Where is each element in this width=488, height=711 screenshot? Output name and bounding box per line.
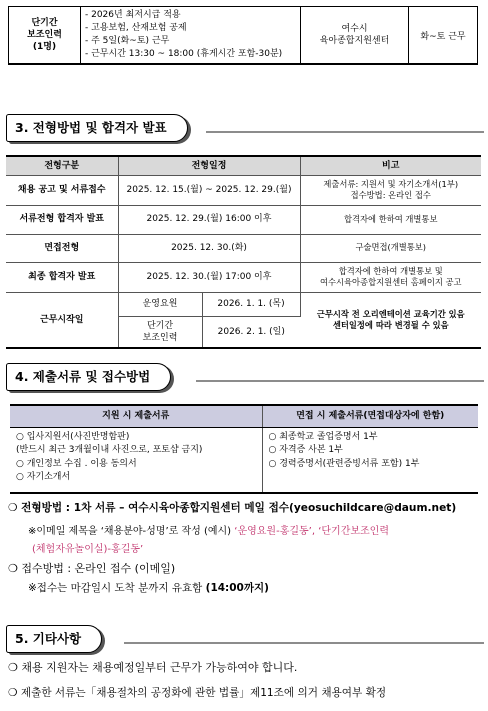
stage-cell: 서류전형 합격자 발표 <box>6 205 118 234</box>
email-example-cont: (체험자유놀이실)-홍길동’ <box>32 544 144 555</box>
schedule-row <box>6 205 481 234</box>
conditions-cell <box>81 7 301 65</box>
receipt-note-time: (14:00까지) <box>205 582 269 594</box>
col-header-note: 비고 <box>300 156 481 175</box>
note-line: 접수방법: 온라인 접수 <box>350 190 431 200</box>
note-line: 여수시육아종합지원센터 홈페이지 공고 <box>319 277 462 287</box>
start-row <box>6 292 481 316</box>
email-note <box>28 522 389 537</box>
interview-docs-cell <box>262 427 478 493</box>
section-divider <box>206 131 484 133</box>
position-header-line: (1명) <box>32 42 57 53</box>
doc-item: (반드시 최근 3개월이내 사진으로, 포토샵 금지) <box>16 445 203 455</box>
stage-cell: 채용 공고 및 서류접수 <box>6 175 118 205</box>
schedule-table <box>6 155 481 349</box>
section3-title: 3. 전형방법 및 합격자 발표 <box>6 114 188 142</box>
note-cell: 합격자에 한하여 개별통보 <box>300 205 481 234</box>
note-line: 합격자에 한하여 개별통보 및 <box>338 265 443 276</box>
section4-header <box>6 363 484 391</box>
role-cell: 운영요원 <box>118 292 202 316</box>
note-line: 센터일정에 따라 변경될 수 있음 <box>332 319 449 330</box>
start-date-cell: 2026. 1. 1. (목) <box>202 292 300 316</box>
col-header-interview-docs: 면접 시 제출서류(면접대상자에 한함) <box>262 405 478 427</box>
workdays-cell: 화~토 근무 <box>409 7 478 65</box>
start-stage-cell: 근무시작일 <box>6 292 118 348</box>
email-example: ‘운영요원-홍길동’, ‘단기간보조인력 <box>234 526 390 537</box>
col-header-stage: 전형구분 <box>6 156 118 175</box>
condition-item: - 2026년 최저시급 적용 <box>85 10 181 20</box>
email-note-prefix: ※이메일 제목을 ‘채용분야-성명’로 작성 (예시) <box>28 526 235 537</box>
documents-row <box>10 427 478 493</box>
etc-item: ❍ 채용 지원자는 채용예정일부터 근무가 가능하여야 합니다. <box>8 661 298 674</box>
condition-item: - 근무시간 13:30 ~ 18:00 (휴게시간 포함-30분) <box>85 49 283 60</box>
documents-table <box>10 404 478 494</box>
documents-header-row <box>10 405 478 427</box>
role-line: 보조인력 <box>142 332 178 343</box>
note-cell: 구술면접(개별통보) <box>300 234 481 262</box>
date-cell: 2025. 12. 30.(화) <box>118 234 300 262</box>
stage-cell: 면접전형 <box>6 234 118 262</box>
section-divider <box>124 642 484 644</box>
section5-title: 5. 기타사항 <box>6 625 102 653</box>
schedule-header-row <box>6 156 481 175</box>
doc-item: ○ 개인정보 수집 . 이용 동의서 <box>16 458 137 469</box>
condition-item: - 주 5일(화~토) 근무 <box>85 36 170 47</box>
start-note-cell <box>300 292 481 348</box>
section5-header <box>6 625 484 653</box>
note-cell <box>300 262 481 292</box>
date-cell: 2025. 12. 29.(월) 16:00 이후 <box>118 205 300 234</box>
section4-title: 4. 제출서류 및 접수방법 <box>6 363 171 391</box>
location-cell <box>301 7 409 65</box>
position-row <box>9 7 478 65</box>
note-line: 근무시작 전 오리엔테이션 교육기간 있음 <box>316 308 465 319</box>
doc-item: ○ 최종학교 졸업증명서 1부 <box>268 431 378 442</box>
method-line: ❍ 전형방법 : 1차 서류 – 여수시육아종합지원센터 메일 접수(yeosuchildcare@daum.net) <box>8 502 457 514</box>
col-header-schedule: 전형일정 <box>118 156 300 175</box>
section3-header <box>6 114 484 142</box>
note-cell <box>300 175 481 205</box>
doc-item: ○ 경력증명서(관련증빙서류 포함) 1부 <box>268 458 420 469</box>
doc-item: ○ 입사지원서(사진반명함판) <box>16 431 130 442</box>
start-date-cell: 2026. 2. 1. (일) <box>202 316 300 348</box>
position-header-line: 보조인력 <box>27 30 62 41</box>
location-line: 여수시 <box>341 23 368 34</box>
date-cell: 2025. 12. 15.(월) ~ 2025. 12. 29.(월) <box>118 175 300 205</box>
schedule-row <box>6 234 481 262</box>
role-cell <box>118 316 202 348</box>
doc-item: ○ 자기소개서 <box>16 472 71 482</box>
location-line: 육아종합지원센터 <box>319 36 390 47</box>
note-line: 제출서류: 지원서 및 자기소개서(1부) <box>323 178 459 189</box>
position-header-line: 단기간 <box>31 17 58 28</box>
position-header <box>9 7 81 65</box>
schedule-row <box>6 262 481 292</box>
date-cell: 2025. 12. 30.(월) 17:00 이후 <box>118 262 300 292</box>
receipt-note <box>28 580 269 595</box>
col-header-apply-docs: 지원 시 제출서류 <box>10 405 262 427</box>
receipt-note-prefix: ※접수는 마감일시 도착 분까지 유효함 <box>28 582 206 594</box>
schedule-row <box>6 175 481 205</box>
receipt-line: ❍ 접수방법 : 온라인 접수 (이메일) <box>8 562 176 575</box>
doc-item: ○ 자격증 사본 1부 <box>268 445 343 455</box>
apply-docs-cell <box>10 427 262 493</box>
position-conditions-table <box>8 6 478 65</box>
stage-cell: 최종 합격자 발표 <box>6 262 118 292</box>
condition-item: - 고용보험, 산재보험 공제 <box>85 23 187 34</box>
etc-item: ❍ 제출한 서류는「채용절차의 공정화에 관한 법률」제11조에 의거 채용여부 확정 <box>8 687 387 699</box>
section-divider <box>196 380 484 382</box>
role-line: 단기간 <box>146 320 174 331</box>
